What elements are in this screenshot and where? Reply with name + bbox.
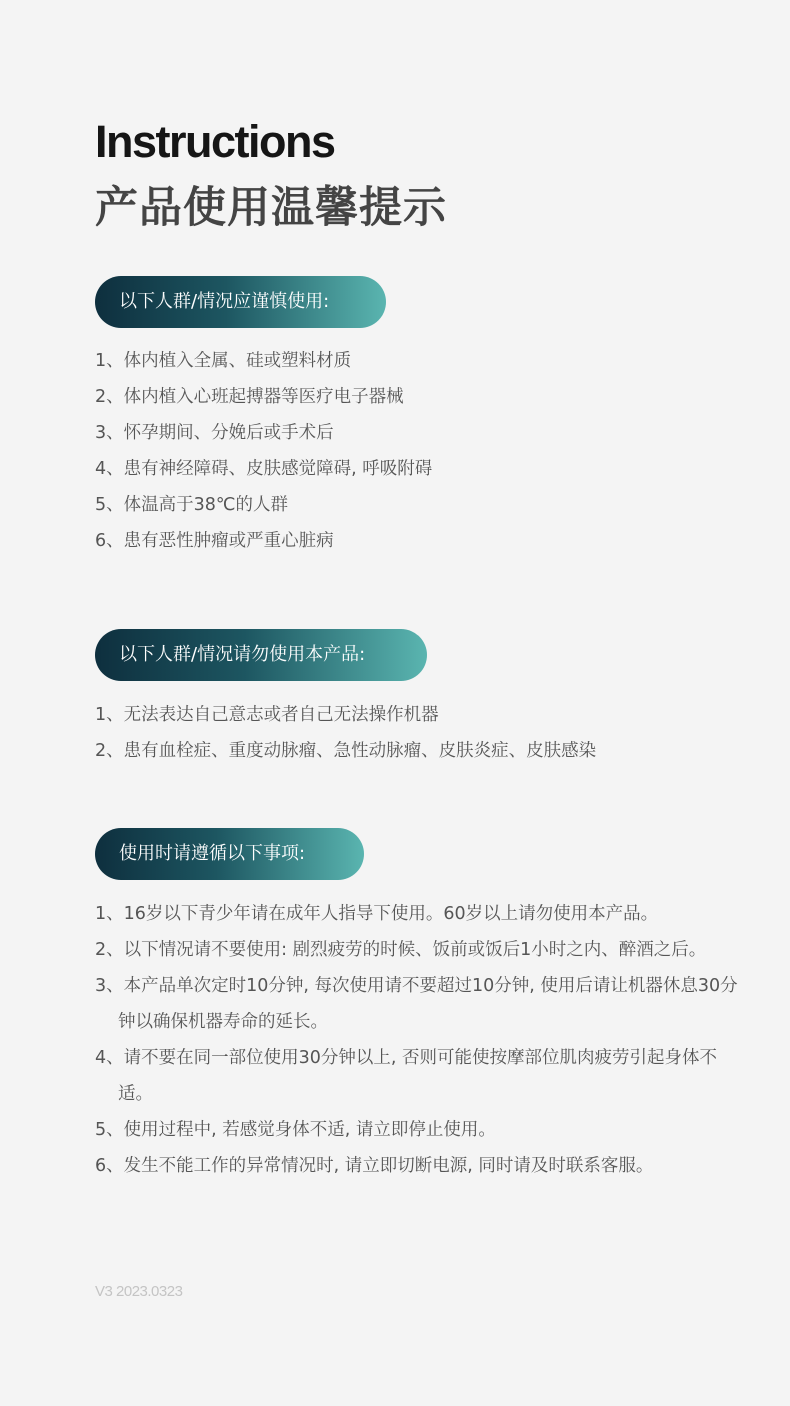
list-item: 5、体温高于38℃的人群 — [95, 495, 289, 515]
list-item: 1、16岁以下青少年请在成年人指导下使用。60岁以上请勿使用本产品。 — [95, 904, 659, 924]
version-label: V3 2023.0323 — [95, 1283, 183, 1300]
list-item: 2、以下情况请不要使用: 剧烈疲劳的时候、饭前或饭后1小时之内、醉酒之后。 — [95, 940, 707, 960]
list-item: 3、本产品单次定时10分钟, 每次使用请不要超过10分钟, 使用后请让机器休息30分钟以确保机器寿命的延长。 — [95, 976, 738, 1032]
list-item: 1、无法表达自己意志或者自己无法操作机器 — [95, 705, 439, 725]
list-item: 4、患有神经障碍、皮肤感觉障碍, 呼吸附碍 — [95, 459, 433, 479]
list-item: 2、患有血栓症、重度动脉瘤、急性动脉瘤、皮肤炎症、皮肤感染 — [95, 741, 597, 761]
list-item: 5、使用过程中, 若感觉身体不适, 请立即停止使用。 — [95, 1120, 496, 1140]
list-item: 3、怀孕期间、分娩后或手术后 — [95, 423, 334, 443]
section-caution-heading: 以下人群/情况应谨慎使用: — [95, 276, 386, 328]
list-item: 1、体内植入全属、硅或塑料材质 — [95, 351, 352, 371]
title-cn: 产品使用温馨提示 — [95, 183, 447, 233]
section-caution-list — [95, 343, 432, 559]
title-en: Instructions — [95, 116, 335, 167]
section-prohibited-heading: 以下人群/情况请勿使用本产品: — [95, 629, 427, 681]
section-usage-heading: 使用时请遵循以下事项: — [95, 828, 364, 880]
list-item: 6、患有恶性肿瘤或严重心脏病 — [95, 531, 334, 551]
list-item: 4、请不要在同一部位使用30分钟以上, 否则可能使按摩部位肌肉疲劳引起身体不适。 — [95, 1048, 718, 1104]
list-item: 2、体内植入心班起搏器等医疗电子器械 — [95, 387, 404, 407]
section-prohibited-list — [95, 697, 596, 769]
list-item: 6、发生不能工作的异常情况时, 请立即切断电源, 同时请及时联系客服。 — [95, 1156, 654, 1176]
section-usage-list — [95, 896, 748, 1184]
